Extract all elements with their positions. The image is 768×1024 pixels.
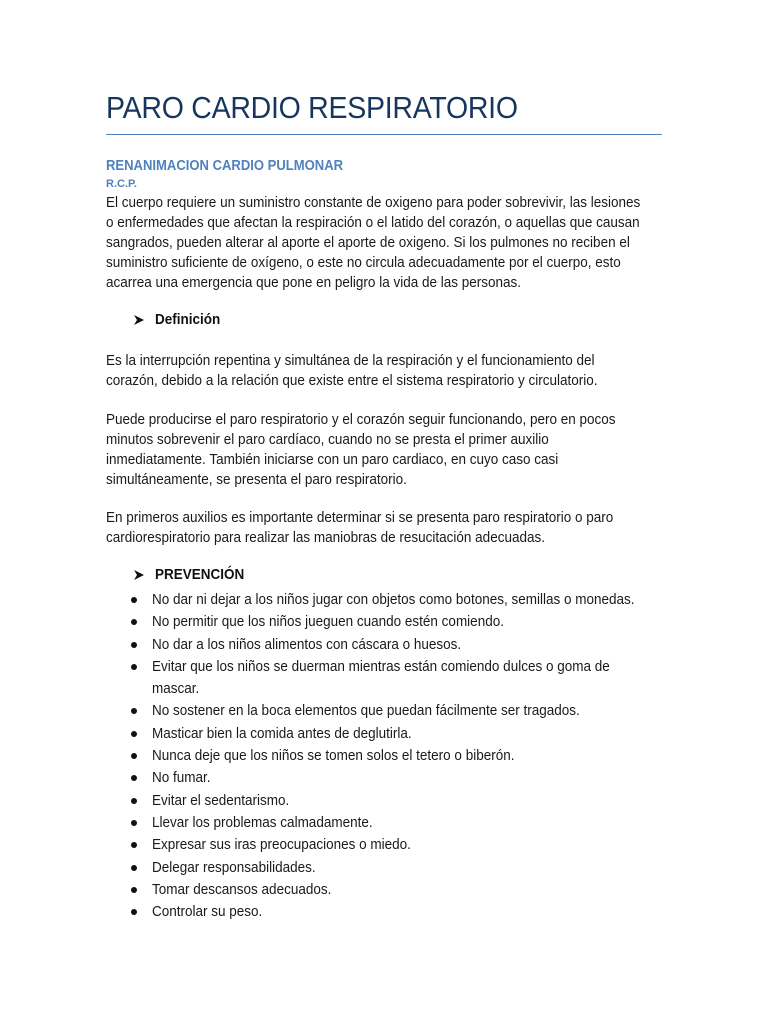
section-subtitle: RENANIMACION CARDIO PULMONAR [106,158,344,174]
prevention-list-item [130,812,670,834]
section-abbreviation: R.C.P. [106,178,137,190]
paragraph-line: simultáneamente, se presenta el paro respiratorio. [106,471,407,488]
intro-line: o enfermedades que afectan la respiración o el latido del corazón, o aquellas que causan [106,214,640,231]
intro-line: acarrea una emergencia que pone en peligro la vida de las personas. [106,274,522,291]
paragraph-line: En primeros auxilios es importante determinar si se presenta paro respiratorio o paro [106,509,614,526]
prevention-list-item [130,745,670,767]
prevention-heading-label: PREVENCIÓN [155,566,245,583]
bullet-icon [131,664,137,670]
prevention-item-text: Evitar que los niños se duerman mientras están comiendo dulces o goma de [152,657,610,675]
prevention-item-text: Nunca deje que los niños se tomen solos el tetero o biberón. [152,747,515,765]
definition-heading-label: Definición [155,311,221,328]
prevention-item-text: Delegar responsabilidades. [152,858,316,876]
intro-line: suministro suficiente de oxígeno, o este no circula adecuadamente por el cuerpo, esto [106,254,621,271]
bullet-icon [131,909,137,915]
prevention-list-item [130,790,670,812]
definition-paragraph [106,351,619,391]
paragraph-line: Puede producirse el paro respiratorio y el corazón seguir funcionando, pero en pocos [106,411,616,428]
document-title: PARO CARDIO RESPIRATORIO [106,90,518,125]
bullet-icon [131,865,137,871]
prevention-list-item [130,700,670,722]
paragraph-line: inmediatamente. También iniciarse con un paro cardiaco, en cuyo caso casi [106,451,559,468]
prevention-list-item [130,678,670,700]
definition-line: corazón, debido a la relación que existe entre el sistema respiratorio y circulatorio. [106,372,598,389]
prevention-list-item [130,857,670,879]
prevention-item-text: No sostener en la boca elementos que puedan fácilmente ser tragados. [152,702,580,720]
cardiac-arrest-paragraph [106,410,619,490]
bullet-icon [131,798,137,804]
bullet-icon [131,619,137,625]
prevention-item-text: No fumar. [152,769,211,787]
title-underline [106,134,662,135]
prevention-item-text: No dar a los niños alimentos con cáscara o huesos. [152,635,462,653]
prevention-list-item [130,611,670,633]
prevention-list-item [130,656,670,678]
prevention-item-text: mascar. [152,680,200,698]
intro-line: El cuerpo requiere un suministro constante de oxigeno para poder sobrevivir, las lesiones [106,194,641,211]
prevention-list-item [130,767,670,789]
bullet-icon [131,820,137,826]
bullet-icon [131,597,137,603]
bullet-icon [131,775,137,781]
prevention-list-item [130,723,670,745]
bullet-icon [131,887,137,893]
definition-line: Es la interrupción repentina y simultánea de la respiración y el funcionamiento del [106,352,595,369]
prevention-list-item [130,879,670,901]
bullet-icon [131,842,137,848]
bullet-icon [131,642,137,648]
prevention-list-item [130,901,670,923]
prevention-item-text: Masticar bien la comida antes de deglutirla. [152,724,412,742]
prevention-heading [134,566,254,583]
arrowhead-icon [134,315,144,325]
intro-paragraph [106,193,641,293]
paragraph-line: minutos sobrevenir el paro cardíaco, cuando no se presta el primer auxilio [106,431,549,448]
definition-heading [134,311,228,328]
paragraph-line: cardiorespiratorio para realizar las maniobras de resucitación adecuadas. [106,529,545,546]
prevention-item-text: Llevar los problemas calmadamente. [152,813,373,831]
first-aid-paragraph [106,508,619,548]
prevention-list [130,589,670,923]
prevention-item-text: Controlar su peso. [152,903,263,921]
prevention-item-text: No permitir que los niños jueguen cuando estén comiendo. [152,613,504,631]
prevention-item-text: No dar ni dejar a los niños jugar con objetos como botones, semillas o monedas. [152,591,635,608]
prevention-list-item [130,589,670,611]
arrowhead-icon [134,570,144,580]
prevention-item-text: Evitar el sedentarismo. [152,791,290,809]
prevention-list-item [130,834,670,856]
prevention-item-text: Tomar descansos adecuados. [152,880,332,898]
bullet-icon [131,731,137,737]
prevention-list-item [130,634,670,656]
bullet-icon [131,753,137,759]
intro-line: sangrados, pueden alterar al aporte el aporte de oxigeno. Si los pulmones no reciben el [106,234,630,251]
prevention-item-text: Expresar sus iras preocupaciones o miedo. [152,836,411,854]
bullet-icon [131,708,137,714]
